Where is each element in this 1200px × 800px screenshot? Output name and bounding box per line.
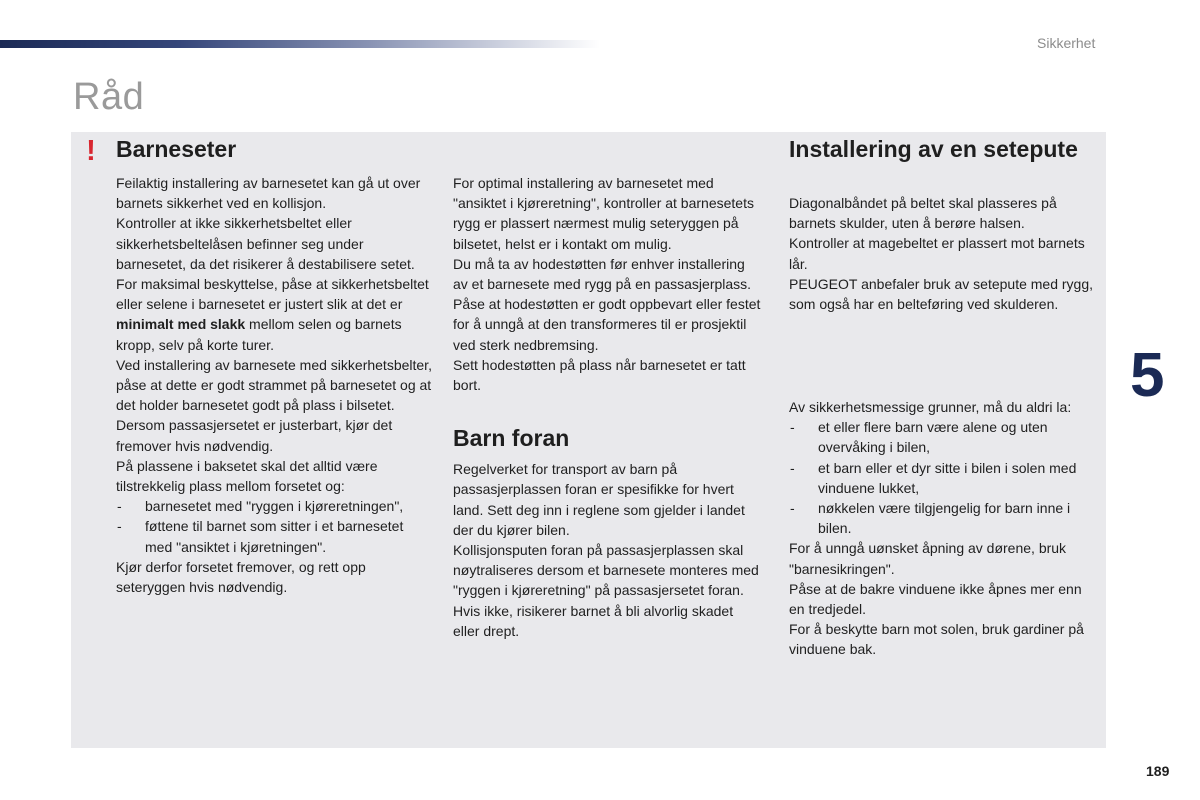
paragraph: På plassene i baksetet skal det alltid være tilstrekkelig plass mellom forsetet og:	[116, 457, 378, 495]
list-item: - barnesetet med "ryggen i kjøreretningen",	[116, 496, 432, 516]
paragraph: Påse at hodestøtten er godt oppbevart eller festet for å unngå at den transformeres til er prosjektil ved sterk nedbremsing.	[453, 296, 761, 353]
dash-list	[789, 417, 1101, 538]
text-run: For maksimal beskyttelse, påse at sikkerhetsbeltet eller selene i barnesetet er justert slik at det er	[116, 276, 429, 313]
column-setepute	[789, 193, 1101, 314]
list-item: - et eller flere barn være alene og uten overvåking i bilen,	[789, 417, 1101, 457]
paragraph	[116, 274, 432, 355]
paragraph: Du må ta av hodestøtten før enhver installering av et barnesete med rygg på en passasjerplass.	[453, 255, 752, 293]
barneseter-heading-wrap	[116, 134, 236, 164]
column-middle	[453, 173, 763, 641]
dash-list	[116, 496, 432, 557]
setepute-heading-wrap	[789, 134, 1078, 164]
paragraph: For å beskytte barn mot solen, bruk gardiner på vinduene bak.	[789, 621, 1084, 658]
paragraph: PEUGEOT anbefaler bruk av setepute med rygg, som også har en belteføring ved skulderen.	[789, 275, 1094, 313]
paragraph: For å unngå uønsket åpning av dørene, bruk "barnesikringen".	[789, 540, 1067, 577]
text-run: mellom selen og barnets kropp, selv på korte turer.	[116, 316, 402, 353]
barneseter-heading: Barneseter	[116, 136, 237, 162]
paragraph: For optimal installering av barnesetet med "ansiktet i kjøreretning", kontroller at barnesetets rygg er plassert nærmest mulig seteryggen på bilsetet, helst er i kontakt om mulig.	[453, 175, 754, 252]
paragraph: Sett hodestøtten på plass når barnesetet er tatt bort.	[453, 356, 746, 394]
paragraph: Ved installering av barnesete med sikkerhetsbelter, påse at dette er godt strammet på barnesetet og at det holder barnesetet godt på plass i bilsetet. Dersom passasjersetet er justerbart, kjør det fremover hvis nødvendig.	[116, 356, 432, 454]
list-item: - føttene til barnet som sitter i et barnesetet med "ansiktet i kjøretningen".	[116, 516, 432, 556]
paragraph: Feilaktig installering av barnesetet kan gå ut over barnets sikkerhet ved en kollisjon.	[116, 175, 421, 212]
section-label: Sikkerhet	[1037, 35, 1096, 51]
bold-emphasis: minimalt med slakk	[116, 316, 246, 333]
header-color-bar	[0, 40, 600, 48]
paragraph: Kontroller at magebeltet er plassert mot barnets lår.	[789, 235, 1085, 272]
paragraph: Påse at de bakre vinduene ikke åpnes mer enn en tredjedel.	[789, 580, 1082, 618]
page-title: Råd	[73, 76, 145, 118]
paragraph: Kjør derfor forsetet fremover, og rett opp seteryggen hvis nødvendig.	[116, 558, 366, 596]
list-item: - et barn eller et dyr sitte i bilen i solen med vinduene lukket,	[789, 458, 1101, 498]
paragraph: Regelverket for transport av barn på passasjerplassen foran er spesifikke for hvert land. Sett deg inn i reglene som gjelder i landet der du kjører bilen.	[453, 461, 745, 538]
chapter-number: 5	[1130, 341, 1165, 410]
paragraph: Av sikkerhetsmessige grunner, må du aldri la:	[789, 399, 1072, 415]
paragraph: Kollisjonsputen foran på passasjerplassen skal nøytraliseres dersom et barnesete monteres med "ryggen i kjøreretning" på passasjersetet foran. Hvis ikke, risikerer barnet å bli alvorlig skadet eller drept.	[453, 542, 759, 639]
column-barneseter	[116, 173, 432, 597]
setepute-heading: Installering av en setepute	[789, 136, 1078, 162]
page-number: 189	[1146, 763, 1170, 779]
list-item: - nøkkelen være tilgjengelig for barn inne i bilen.	[789, 498, 1101, 538]
paragraph: Diagonalbåndet på beltet skal plasseres på barnets skulder, uten å berøre halsen.	[789, 195, 1057, 232]
column-safety-notes	[789, 397, 1101, 660]
exclamation-icon: !	[86, 135, 96, 167]
barn-foran-heading: Barn foran	[453, 425, 570, 452]
paragraph: Kontroller at ikke sikkerhetsbeltet eller sikkerhetsbeltelåsen befinner seg under barnesetet, da det risikerer å destabilisere setet.	[116, 215, 415, 272]
